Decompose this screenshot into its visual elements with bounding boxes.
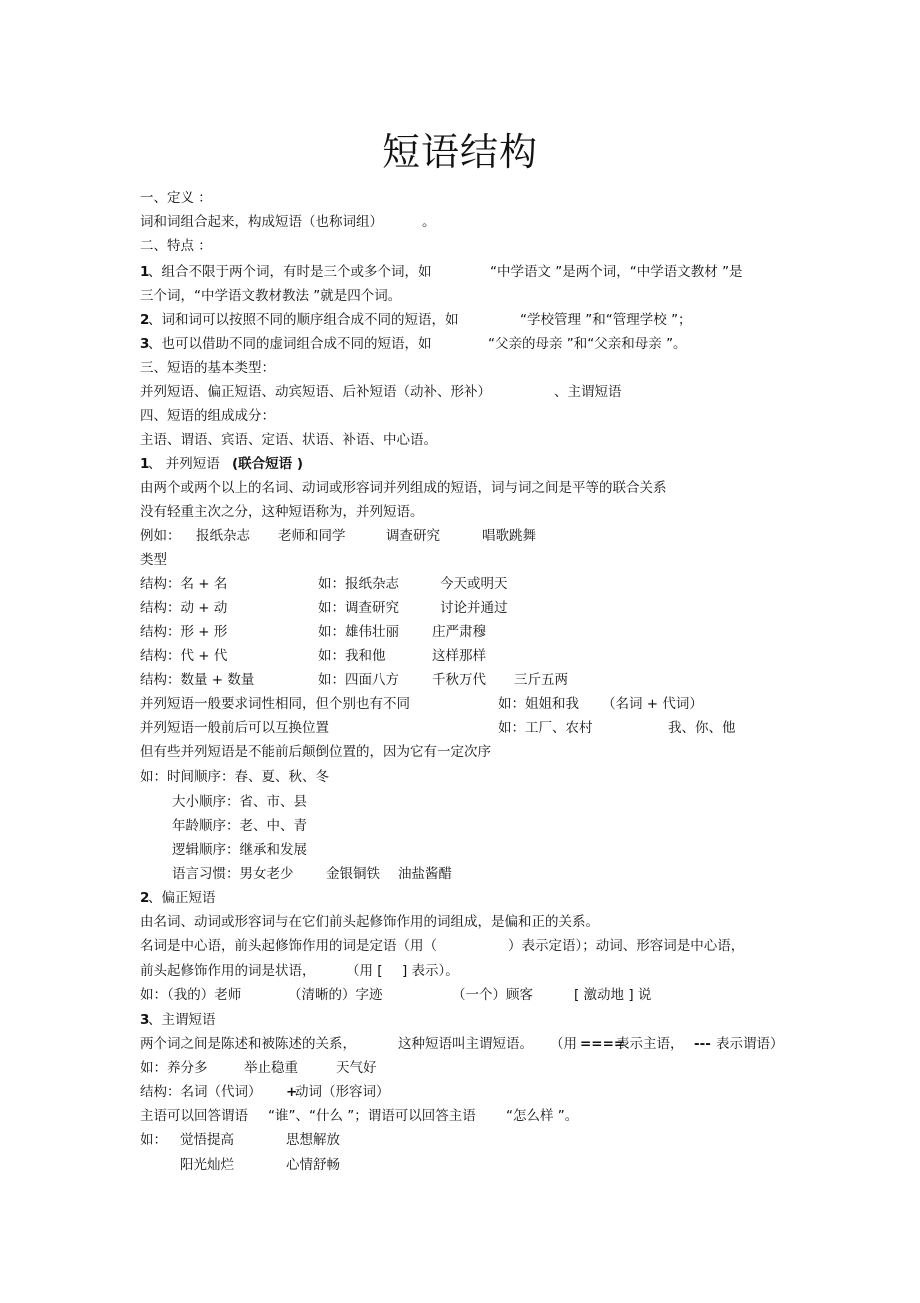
structure-example-1: 如：四面八方 <box>318 672 399 688</box>
types-heading <box>140 357 275 379</box>
order-habit-example-2: 金银铜铁 <box>326 866 380 882</box>
subject-predicate-example-2: 举止稳重 <box>244 1060 298 1076</box>
order-row <box>140 839 307 861</box>
coordinate-note-1-example: 如：姐姐和我 <box>498 696 579 712</box>
modifier-line-3-text: 前头起修饰作用的词是状语， <box>140 963 316 979</box>
coordinate-note-1-annotation: （名词 + 代词） <box>602 696 703 712</box>
definition-text: 词和词组合起来，构成短语（也称词组） <box>140 214 383 230</box>
feature-2-example: “学校管理 ”和“管理学校 ”； <box>520 312 692 328</box>
modifier-line-3-end: ] 表示）。 <box>402 963 459 979</box>
structure-formula: 结构：形 + 形 <box>140 624 228 640</box>
subject-predicate-answer <box>140 1105 579 1127</box>
subject-predicate-example-1: 如：养分多 <box>140 1060 208 1076</box>
modifier-line-1-text: 由名词、动词或形容词与在它们前头起修饰作用的词组成，是偏和正的关系。 <box>140 914 599 930</box>
structure-formula: 结构：名 + 名 <box>140 576 228 592</box>
structure-formula: 结构：数量 + 数量 <box>140 672 255 688</box>
subject-predicate-structure <box>140 1081 390 1103</box>
modifier-line-2 <box>140 935 745 957</box>
structure-formula: 结构：动 + 动 <box>140 600 228 616</box>
feature-1-example: “中学语文 ”是两个词，“中学语文教材 ”是 <box>490 264 743 280</box>
subject-predicate-final-label: 如： <box>140 1132 167 1148</box>
subject-predicate-answer-text: 主语可以回答谓语 <box>140 1108 248 1124</box>
coordinate-example: 唱歌跳舞 <box>482 528 536 544</box>
modifier-line-2-continued: ）表示定语）；动词、形容词是中心语， <box>508 938 745 954</box>
subject-predicate-final-example: 阳光灿烂 <box>180 1157 234 1173</box>
structure-example-2: 讨论并通过 <box>440 600 508 616</box>
components-heading <box>140 405 275 427</box>
modifier-line-1 <box>140 911 599 933</box>
subject-predicate-heading <box>140 1009 216 1031</box>
coordinate-examples <box>140 525 536 547</box>
subject-predicate-notation-open: （用 <box>550 1036 577 1052</box>
structure-row <box>140 597 508 619</box>
subject-predicate-heading-number: 3 <box>140 1012 150 1028</box>
subject-predicate-final-example: 思想解放 <box>286 1132 340 1148</box>
subject-predicate-def-2: 这种短语叫主谓短语。 <box>398 1036 533 1052</box>
feature-3-line <box>140 333 687 355</box>
structure-example-1: 如：报纸杂志 <box>318 576 399 592</box>
coordinate-note-3-text: 但有些并列短语是不能前后颠倒位置的，因为它有一定次序 <box>140 744 491 760</box>
coordinate-heading-text: 、 并列短语 <box>148 456 220 472</box>
feature-3-number: 3 <box>140 336 150 352</box>
feature-1-line-1 <box>140 261 743 283</box>
coordinate-example: 报纸杂志 <box>196 528 250 544</box>
coordinate-example: 调查研究 <box>386 528 440 544</box>
modifier-heading-number: 2 <box>140 890 150 906</box>
modifier-line-2-text: 名词是中心语，前头起修饰作用的词是定语（用（ <box>140 938 437 954</box>
subject-predicate-structure-verb: 动词（形容词） <box>295 1084 390 1100</box>
modifier-example-4: [ 激动地 ] 说 <box>574 987 652 1003</box>
coordinate-note-1 <box>140 693 703 715</box>
coordinate-def-1 <box>140 477 667 499</box>
structure-example-2: 今天或明天 <box>440 576 508 592</box>
components-line <box>140 429 437 451</box>
order-habit: 语言习惯：男女老少 <box>172 866 294 882</box>
subject-predicate-final-1 <box>140 1129 340 1151</box>
order-habit-example-3: 油盐酱醋 <box>398 866 452 882</box>
features-heading-text: 二、特点 ： <box>140 238 212 254</box>
modifier-line-3 <box>140 960 459 982</box>
structure-example-1: 如：雄伟壮丽 <box>318 624 399 640</box>
types-list: 并列短语、偏正短语、动宾短语、后补短语（动补、形补） <box>140 384 491 400</box>
coordinate-note-2-text: 并列短语一般前后可以互换位置 <box>140 720 329 736</box>
predicate-marker-label: 表示谓语） <box>716 1036 784 1052</box>
modifier-example-3: （一个）顾客 <box>452 987 533 1003</box>
structure-example-1: 如：我和他 <box>318 648 386 664</box>
modifier-line-3-bracket: （用 [ <box>346 963 383 979</box>
subject-predicate-structure-text: 结构：名词（代词） <box>140 1084 262 1100</box>
coordinate-note-2-example: 如：工厂、农村 <box>498 720 593 736</box>
subject-predicate-examples <box>140 1057 377 1079</box>
coordinate-note-3 <box>140 741 491 763</box>
feature-1-text: 、组合不限于两个词，有时是三个或多个词，如 <box>148 264 432 280</box>
feature-1-line-2 <box>140 285 402 307</box>
subject-marker: ==== <box>580 1036 626 1052</box>
feature-3-example: “父亲的母亲 ”和“父亲和母亲 ”。 <box>488 336 687 352</box>
coordinate-heading-paren: (联合短语 ) <box>232 456 304 472</box>
coordinate-note-2 <box>140 717 736 739</box>
subject-predicate-line-1 <box>140 1033 784 1055</box>
coordinate-examples-label: 例如： <box>140 528 181 544</box>
order-row <box>140 863 452 885</box>
coordinate-note-1-text: 并列短语一般要求词性相同，但个别也有不同 <box>140 696 410 712</box>
components-heading-text: 四、短语的组成成分： <box>140 408 275 424</box>
modifier-examples <box>140 984 652 1006</box>
order-row <box>140 766 329 788</box>
structure-row <box>140 645 486 667</box>
coordinate-def-2-text: 没有轻重主次之分，这种短语称为，并列短语。 <box>140 504 424 520</box>
feature-1-continued: 三个词，“中学语文教材教法 ”就是四个词。 <box>140 288 402 304</box>
feature-1-number: 1 <box>140 264 150 280</box>
feature-3-text: 、也可以借助不同的虚词组合成不同的短语，如 <box>148 336 432 352</box>
coordinate-note-2-example-2: 我、你、他 <box>668 720 736 736</box>
types-heading-text: 三、短语的基本类型： <box>140 360 275 376</box>
subject-predicate-answer-mid: “谁”、“什么 ”；谓语可以回答主语 <box>268 1108 476 1124</box>
modifier-heading-text: 、偏正短语 <box>148 890 216 906</box>
structure-row <box>140 669 568 691</box>
order-row <box>140 815 307 837</box>
structure-example-3: 三斤五两 <box>514 672 568 688</box>
subject-predicate-answer-end: “怎么样 ”。 <box>506 1108 579 1124</box>
subject-predicate-final-example: 觉悟提高 <box>180 1132 234 1148</box>
types-list-end: 、主谓短语 <box>554 384 622 400</box>
subject-marker-label: 表示主语， <box>616 1036 684 1052</box>
features-heading <box>140 235 212 257</box>
definition-heading-text: 一、定义 ： <box>140 190 212 206</box>
subject-predicate-heading-text: 、主谓短语 <box>148 1012 216 1028</box>
definition-period: 。 <box>422 214 436 230</box>
feature-2-text: 、词和词可以按照不同的顺序组合成不同的短语，如 <box>148 312 459 328</box>
order-age: 年龄顺序：老、中、青 <box>172 818 307 834</box>
subject-predicate-example-3: 天气好 <box>336 1060 377 1076</box>
structure-example-2: 这样那样 <box>432 648 486 664</box>
order-logic: 逻辑顺序：继承和发展 <box>172 842 307 858</box>
page-title: 短语结构 <box>381 130 538 174</box>
structure-example-2: 庄严肃穆 <box>432 624 486 640</box>
feature-2-number: 2 <box>140 312 150 328</box>
definition-line <box>140 211 436 233</box>
subject-predicate-final-example: 心情舒畅 <box>286 1157 340 1173</box>
coordinate-type-label <box>140 549 167 571</box>
structure-row <box>140 621 486 643</box>
modifier-example-1: 如：（我的）老师 <box>140 987 242 1003</box>
subject-predicate-def: 两个词之间是陈述和被陈述的关系， <box>140 1036 356 1052</box>
modifier-heading <box>140 887 216 909</box>
components-list: 主语、谓语、宾语、定语、状语、补语、中心语。 <box>140 432 437 448</box>
predicate-marker: --- <box>694 1036 711 1052</box>
order-size: 大小顺序：省、市、县 <box>172 794 307 810</box>
coordinate-example: 老师和同学 <box>278 528 346 544</box>
order-time: 如：时间顺序：春、夏、秋、冬 <box>140 769 329 785</box>
subject-predicate-structure-plus: + <box>286 1084 298 1100</box>
subject-predicate-final-2 <box>140 1154 340 1176</box>
coordinate-heading-number: 1 <box>140 456 150 472</box>
coordinate-def-2 <box>140 501 424 523</box>
types-line <box>140 381 622 403</box>
modifier-example-2: （清晰的）字迹 <box>288 987 383 1003</box>
coordinate-def-1-text: 由两个或两个以上的名词、动词或形容词并列组成的短语，词与词之间是平等的联合关系 <box>140 480 667 496</box>
structure-formula: 结构：代 + 代 <box>140 648 228 664</box>
structure-example-2: 千秋万代 <box>432 672 486 688</box>
structure-row <box>140 573 508 595</box>
coordinate-heading <box>140 453 304 475</box>
structure-example-1: 如：调查研究 <box>318 600 399 616</box>
feature-2-line <box>140 309 692 331</box>
order-row <box>140 791 307 813</box>
coordinate-type-label-text: 类型 <box>140 552 167 568</box>
definition-heading <box>140 187 212 209</box>
